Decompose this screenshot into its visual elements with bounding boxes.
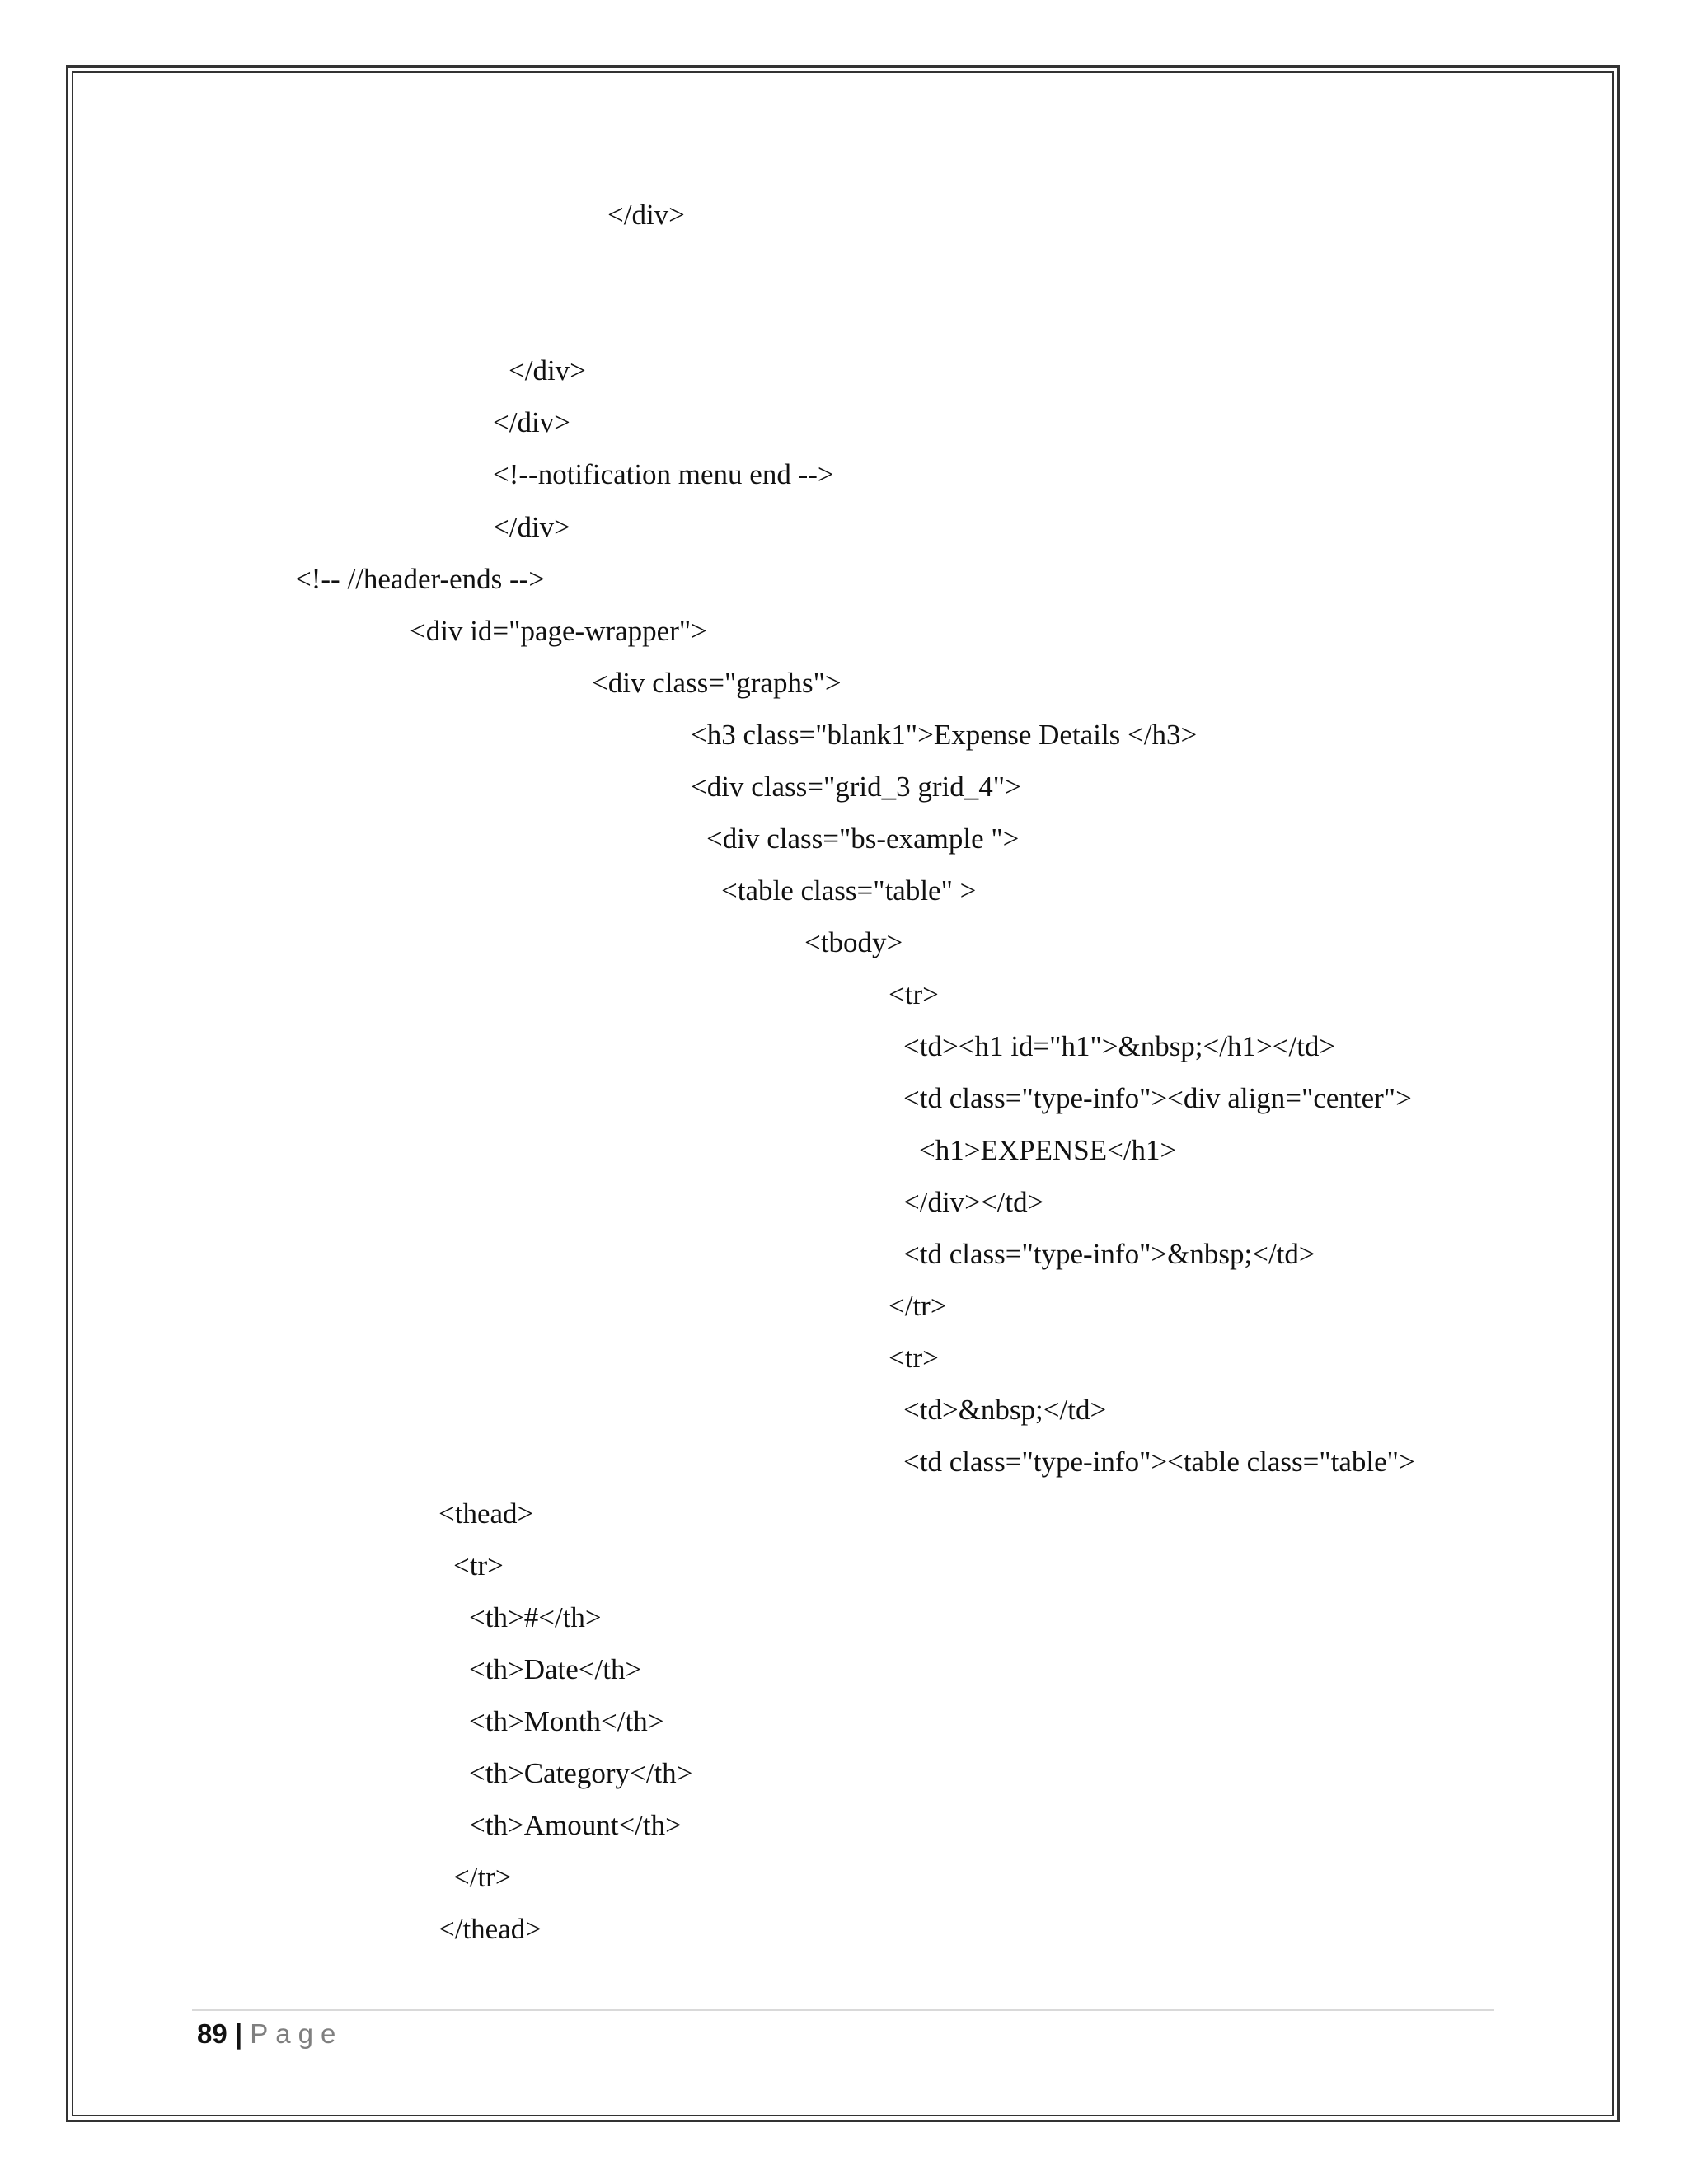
code-line: <h1>EXPENSE</h1> (919, 1134, 1177, 1166)
page-number: 89 (197, 2018, 227, 2049)
footer-separator: | (234, 2018, 243, 2049)
code-line: </div></td> (903, 1186, 1044, 1218)
code-line: <div id="page-wrapper"> (410, 615, 707, 647)
code-line: <tbody> (804, 926, 903, 958)
code-line: </div> (493, 406, 570, 438)
code-line: <td class="type-info"><table class="table"> (903, 1446, 1415, 1478)
code-line: </div> (509, 354, 586, 387)
code-line: <th>Date</th> (469, 1653, 642, 1685)
code-line: <!-- //header-ends --> (295, 563, 546, 595)
code-line: <table class="table" > (721, 874, 977, 907)
code-line: </div> (607, 199, 685, 231)
code-line: </thead> (438, 1913, 542, 1945)
code-line: <div class="grid_3 grid_4"> (691, 771, 1021, 803)
code-line: <th>Amount</th> (469, 1809, 682, 1841)
code-line: <th>#</th> (469, 1601, 602, 1633)
code-line: <h3 class="blank1">Expense Details </h3> (691, 719, 1198, 751)
code-line: <div class="bs-example "> (706, 823, 1020, 855)
page-footer (197, 2016, 343, 2052)
code-line: <tr> (889, 978, 939, 1010)
page-label: Page (250, 2018, 344, 2049)
code-line: <td class="type-info"><div align="center"> (903, 1082, 1412, 1114)
code-line: <td class="type-info">&nbsp;</td> (903, 1238, 1315, 1270)
code-line: <th>Month</th> (469, 1705, 664, 1737)
code-line: <td><h1 id="h1">&nbsp;</h1></td> (903, 1030, 1336, 1062)
code-line: <thead> (438, 1497, 534, 1530)
footer-rule (192, 2009, 1494, 2011)
code-line: <!--notification menu end --> (493, 458, 834, 490)
code-line: <tr> (453, 1549, 504, 1582)
code-line: </tr> (453, 1861, 512, 1893)
code-line: </tr> (889, 1290, 947, 1322)
code-line: <th>Category</th> (469, 1757, 693, 1789)
code-line: </div> (493, 511, 570, 543)
code-line: <div class="graphs"> (592, 667, 842, 699)
code-line: <tr> (889, 1342, 939, 1374)
code-line: <td>&nbsp;</td> (903, 1394, 1107, 1426)
